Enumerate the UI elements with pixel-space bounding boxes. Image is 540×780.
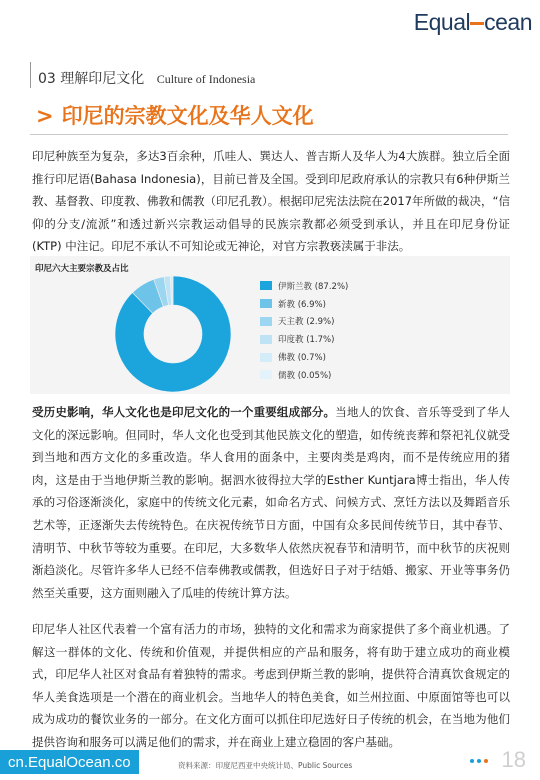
legend-swatch [260,299,272,308]
legend-label: 伊斯兰教 (87.2%) [278,281,349,292]
page-title [36,100,314,130]
page-dots-icon [470,759,488,763]
paragraph-business: 印尼华人社区代表着一个富有活力的市场，独特的文化和需求为商家提供了多个商业机遇。了解这一群体的文化、传统和价值观，并提供相应的产品和服务，将有助于建立成功的商业模式，印尼华人社区对食品有着独特的需求。考虑到伊斯兰教的影响，提供符合清真饮食规定的华人美食选项是一个潜在的商业机会。当地华人的特色美食，如兰州拉面、中原面馆等也可以成为成功的餐饮业务的一部分。在文化方面可以抓住印尼选好日子传统的机会，在当地为他们提供咨询和服务可以满足他们的需求，并在商业上建立稳固的客户基础。 [32,622,510,749]
logo-text-2: cean [484,9,532,35]
footer-source: 资料来源：印度尼西亚中央统计局、Public Sources [178,761,353,770]
paragraph-religion: 印尼种族至为复杂，多达3百余种，爪哇人、巽达人、普吉斯人及华人为4大族群。独立后全面推行印尼语(Bahasa Indonesia)，目前已普及全国。受到印尼政府承认的宗教只有6种伊斯兰教、基督教、印度教、佛教和儒教（印尼孔教）。根据印尼宪法法院在2017年所做的裁决，“信仰的分支/流派”和透过新兴宗教运动倡导的民族宗教都必须受到承认，并且在印尼身份证 (KTP) 中注记。印尼不承认不可知论或无神论，对官方宗教亵渎属于非法。 [32,149,510,254]
legend-label: 天主教 (2.9%) [278,317,335,328]
section-title: 03 理解印尼文化 [38,71,145,87]
logo-text-1: Equal [413,9,471,35]
footer-website: cn.EqualOcean.co [0,750,139,774]
paragraph-lead-bold: 受历史影响，华人文化也是印尼文化的一个重要组成部分。 [32,405,336,419]
section-divider [30,62,31,88]
chart-legend [260,277,348,384]
legend-swatch [260,353,272,362]
legend-item-4 [260,348,348,366]
page-number: 18 [501,747,526,772]
legend-item-0 [260,277,348,295]
legend-swatch [260,281,272,290]
chevron-right-icon: > [36,104,54,128]
section-title-english: Culture of Indonesia [156,72,256,86]
legend-item-2 [260,313,348,331]
legend-label: 儒教 (0.05%) [278,370,332,381]
title-divider [30,134,508,135]
legend-label: 佛教 (0.7%) [278,353,326,364]
page-title-text: 印尼的宗教文化及华人文化 [61,104,314,128]
legend-item-3 [260,330,348,348]
logo-o-mark [470,22,484,25]
chart-title: 印尼六大主要宗教及占比 [35,264,129,274]
legend-label: 新教 (6.9%) [278,299,326,310]
legend-swatch [260,370,272,379]
legend-item-5 [260,366,348,384]
legend-swatch [260,317,272,326]
equalocean-logo [414,9,532,36]
legend-label: 印度教 (1.7%) [278,335,335,346]
section-header [38,68,255,88]
paragraph-body: 当地人的饮食、音乐等受到了华人文化的深远影响。但同时，华人文化也受到其他民族文化的塑造，如传统丧葬和祭祀礼仪就受到当地和西方文化的多重改造。华人食用的面条中，主要肉类是鸡肉，而不是传统应用的猪肉，这是由于当地伊斯兰教的影响。据泗水彼得拉大学的Esther Kuntjara博士指出，华人传承的习俗逐渐淡化，家庭中的传统文化元素，如命名方式、问候方式、烹饪方法以及舞蹈音乐艺术等，正逐渐失去传统特色。在庆祝传统节日方面，中国有众多民间传统节日，其中春节、清明节、中秋节等较为重要。在印尼，大多数华人依然庆祝春节和清明节，而中秋节的庆祝则渐趋淡化。尽管许多华人已经不信奉佛教或儒教，但选好日子对于结婚、搬家、开业等事务仍然至关重要，这方面则融入了瓜哇的传统计算方法。 [32,405,511,600]
legend-item-1 [260,295,348,313]
religion-pie-chart [113,274,233,394]
legend-swatch [260,335,272,344]
paragraph-chinese-culture [32,401,510,604]
